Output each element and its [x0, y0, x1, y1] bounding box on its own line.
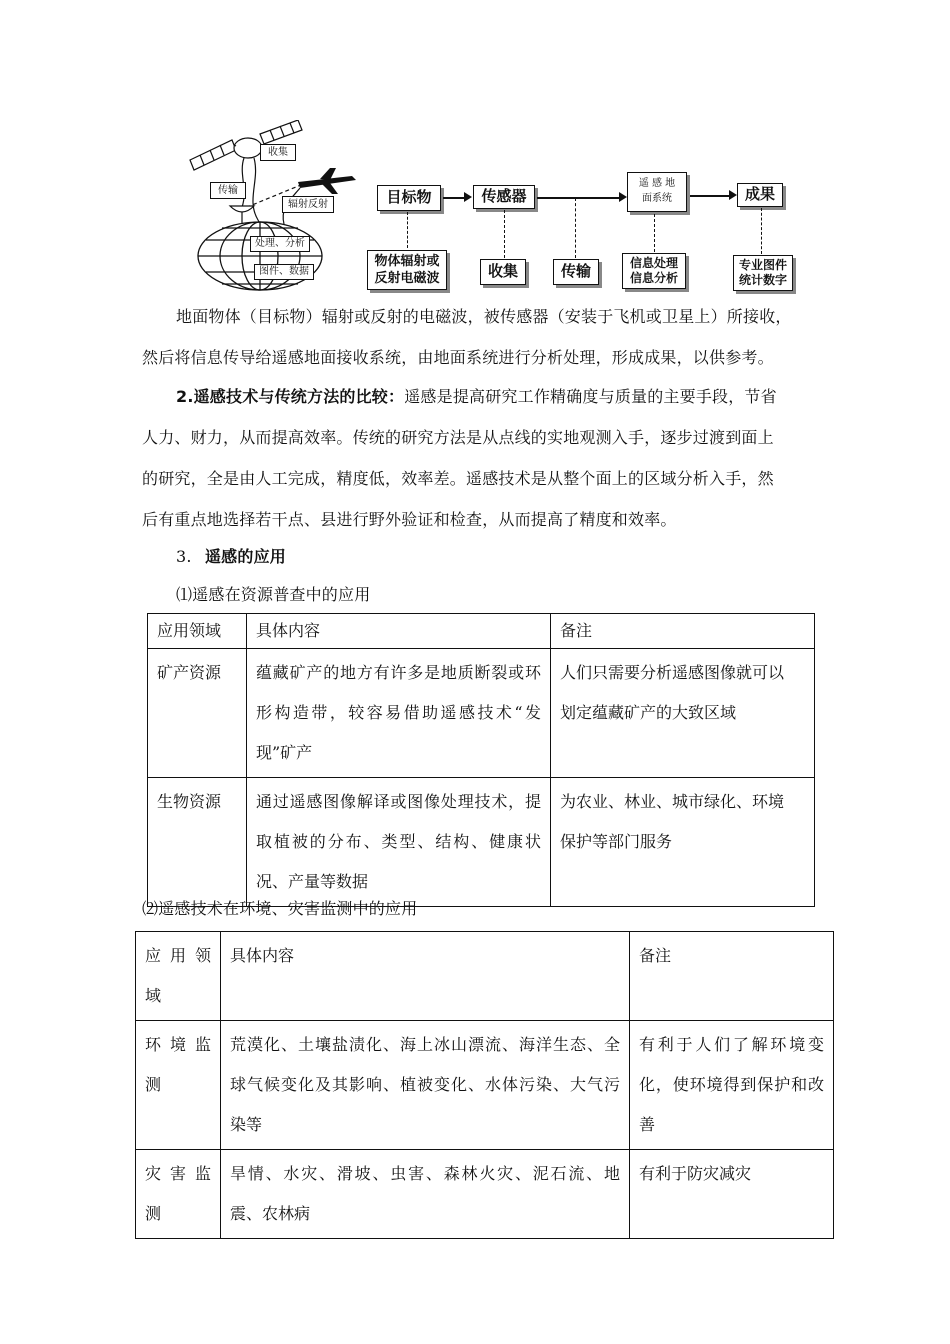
table-row: [136, 1150, 834, 1239]
table-cell-field: 生物资源: [148, 778, 247, 907]
flow-box-target: 目标物: [377, 185, 441, 211]
diagram-label-transmit: 传输: [210, 182, 246, 199]
table-row: [136, 1021, 834, 1150]
radiation-line2: 反射电磁波: [374, 271, 440, 286]
diagram-label-chart: 图件、数据: [254, 264, 314, 280]
ground-system-line1: 遥 感 地: [638, 178, 676, 189]
ground-system-line2: 面系统: [642, 193, 672, 204]
table-cell-note: 有利于防灾减灾: [630, 1150, 834, 1239]
flow-box-output: [733, 255, 793, 291]
flow-box-ground-system: [627, 172, 687, 212]
table-cell-content: 旱情、水灾、滑坡、虫害、森林火灾、泥石流、地 震、农林病: [221, 1150, 630, 1239]
section-2-line4: 后有重点地选择若干点、县进行野外验证和检查，从而提高了精度和效率。: [142, 510, 677, 529]
antenna-dish-icon: [230, 206, 254, 224]
flow-box-result: 成果: [737, 183, 783, 207]
section-2: [142, 376, 822, 540]
paragraph-1-line2: 然后将信息传导给遥感地面接收系统，由地面系统进行分析处理，形成成果，以供参考。: [142, 348, 774, 367]
table-cell-content: 蕴藏矿产的地方有许多是地质断裂或环 形构造带，较容易借助遥感技术“发 现”矿产: [247, 649, 551, 778]
table-cell-field: 灾 害 监 测: [136, 1150, 221, 1239]
flow-box-transmit: 传输: [553, 259, 599, 285]
arrow-right-icon: [729, 190, 737, 200]
table-header-cell: 应 用 领 域: [136, 932, 221, 1021]
table-header-cell: 应用领域: [148, 614, 247, 649]
table-cell-field: 矿产资源: [148, 649, 247, 778]
table-header-row: [136, 932, 834, 1021]
section-3-number: 3.: [176, 547, 192, 566]
table-header-cell: 具体内容: [247, 614, 551, 649]
arrow-right-icon: [619, 192, 627, 202]
process-line1: 信息处理: [629, 256, 678, 270]
paragraph-1: [142, 296, 822, 378]
subsection-1-title: ⑴遥感在资源普查中的应用: [176, 585, 371, 604]
section-3-title: 遥感的应用: [204, 547, 286, 566]
table-cell-note: 有利于人们了解环境变 化，使环境得到保护和改 善: [630, 1021, 834, 1150]
table-cell-content: 通过遥感图像解译或图像处理技术，提 取植被的分布、类型、结构、健康状 况、产量等数据: [247, 778, 551, 907]
table-header-cell: 备注: [551, 614, 815, 649]
flow-box-collect: 收集: [480, 259, 526, 285]
radiation-line1: 物体辐射或: [374, 254, 440, 269]
arrow-right-icon: [464, 192, 472, 202]
table-row: [148, 649, 815, 778]
section-2-line2: 人力、财力，从而提高效率。传统的研究方法是从点线的实地观测入手，逐步过渡到面上: [142, 428, 774, 447]
section-3-heading: [176, 536, 286, 577]
section-2-line3: 的研究，全是由人工完成，精度低，效率差。遥感技术是从整个面上的区域分析入手，然: [142, 469, 774, 488]
diagram-label-reflect: 辐射反射: [282, 196, 334, 213]
table-header-cell: 备注: [630, 932, 834, 1021]
output-line2: 统计数字: [738, 273, 787, 287]
section-2-heading: 2.遥感技术与传统方法的比较：: [176, 387, 405, 406]
table-cell-note: 为农业、林业、城市绿化、环境 保护等部门服务: [551, 778, 815, 907]
table-cell-note: 人们只需要分析遥感图像就可以 划定蕴藏矿产的大致区域: [551, 649, 815, 778]
section-2-line1: 遥感是提高研究工作精确度与质量的主要手段，节省: [404, 387, 777, 406]
environment-monitoring-table: [135, 931, 834, 1239]
table-header-row: [148, 614, 815, 649]
airplane-icon: [298, 168, 356, 194]
paragraph-1-line1: 地面物体（目标物）辐射或反射的电磁波，被传感器（安装于飞机或卫星上）所接收，: [176, 307, 792, 326]
diagram-label-collect: 收集: [260, 144, 296, 161]
diagram-label-process: 处理、分析: [250, 236, 310, 252]
table-cell-content: 荒漠化、土壤盐渍化、海上冰山漂流、海洋生态、全 球气候变化及其影响、植被变化、水体污染、大气污 染等: [221, 1021, 630, 1150]
subsection-2-title: ⑵遥感技术在环境、灾害监测中的应用: [142, 899, 418, 918]
flow-box-sensor: 传感器: [473, 185, 535, 209]
table-header-cell: 具体内容: [221, 932, 630, 1021]
table-cell-field: 环 境 监 测: [136, 1021, 221, 1150]
process-line2: 信息分析: [629, 271, 678, 285]
flow-box-radiation: [367, 250, 447, 290]
resource-survey-table: [147, 613, 815, 907]
output-line1: 专业图件: [738, 258, 787, 272]
flow-box-process: [622, 253, 686, 289]
